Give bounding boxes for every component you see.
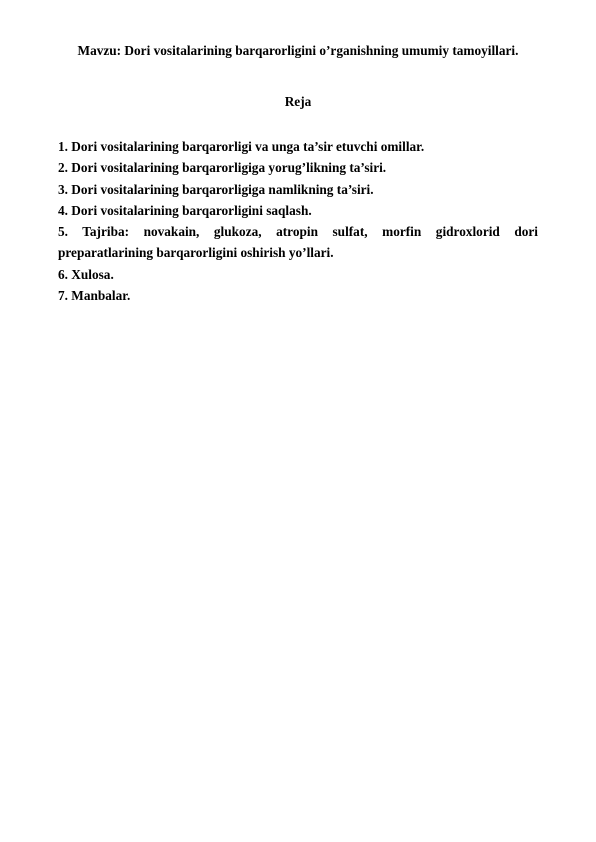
plan-heading: Reja <box>284 94 312 109</box>
plan-item: 4. Dori vositalarining barqarorligini saqlash. <box>58 202 312 218</box>
plan-item: 1. Dori vositalarining barqarorligi va unga ta’sir etuvchi omillar. <box>58 139 425 154</box>
plan-list <box>58 136 538 306</box>
plan-item: 7. Manbalar. <box>58 288 131 304</box>
plan-item: 3. Dori vositalarining barqarorligiga namlikning ta’siri. <box>58 181 374 197</box>
plan-item: 6. Xulosa. <box>58 266 114 282</box>
document-title: Mavzu: Dori vositalarining barqarorligini o’rganishning umumiy tamoyillari. <box>77 43 519 58</box>
plan-item: 2. Dori vositalarining barqarorligiga yorug’likning ta’siri. <box>58 160 387 176</box>
plan-item: 5. Tajriba: novakain, glukoza, atropin sulfat, morfin gidroxlorid dori preparatlarining barqarorligini oshirish yo’llari. <box>58 224 538 261</box>
